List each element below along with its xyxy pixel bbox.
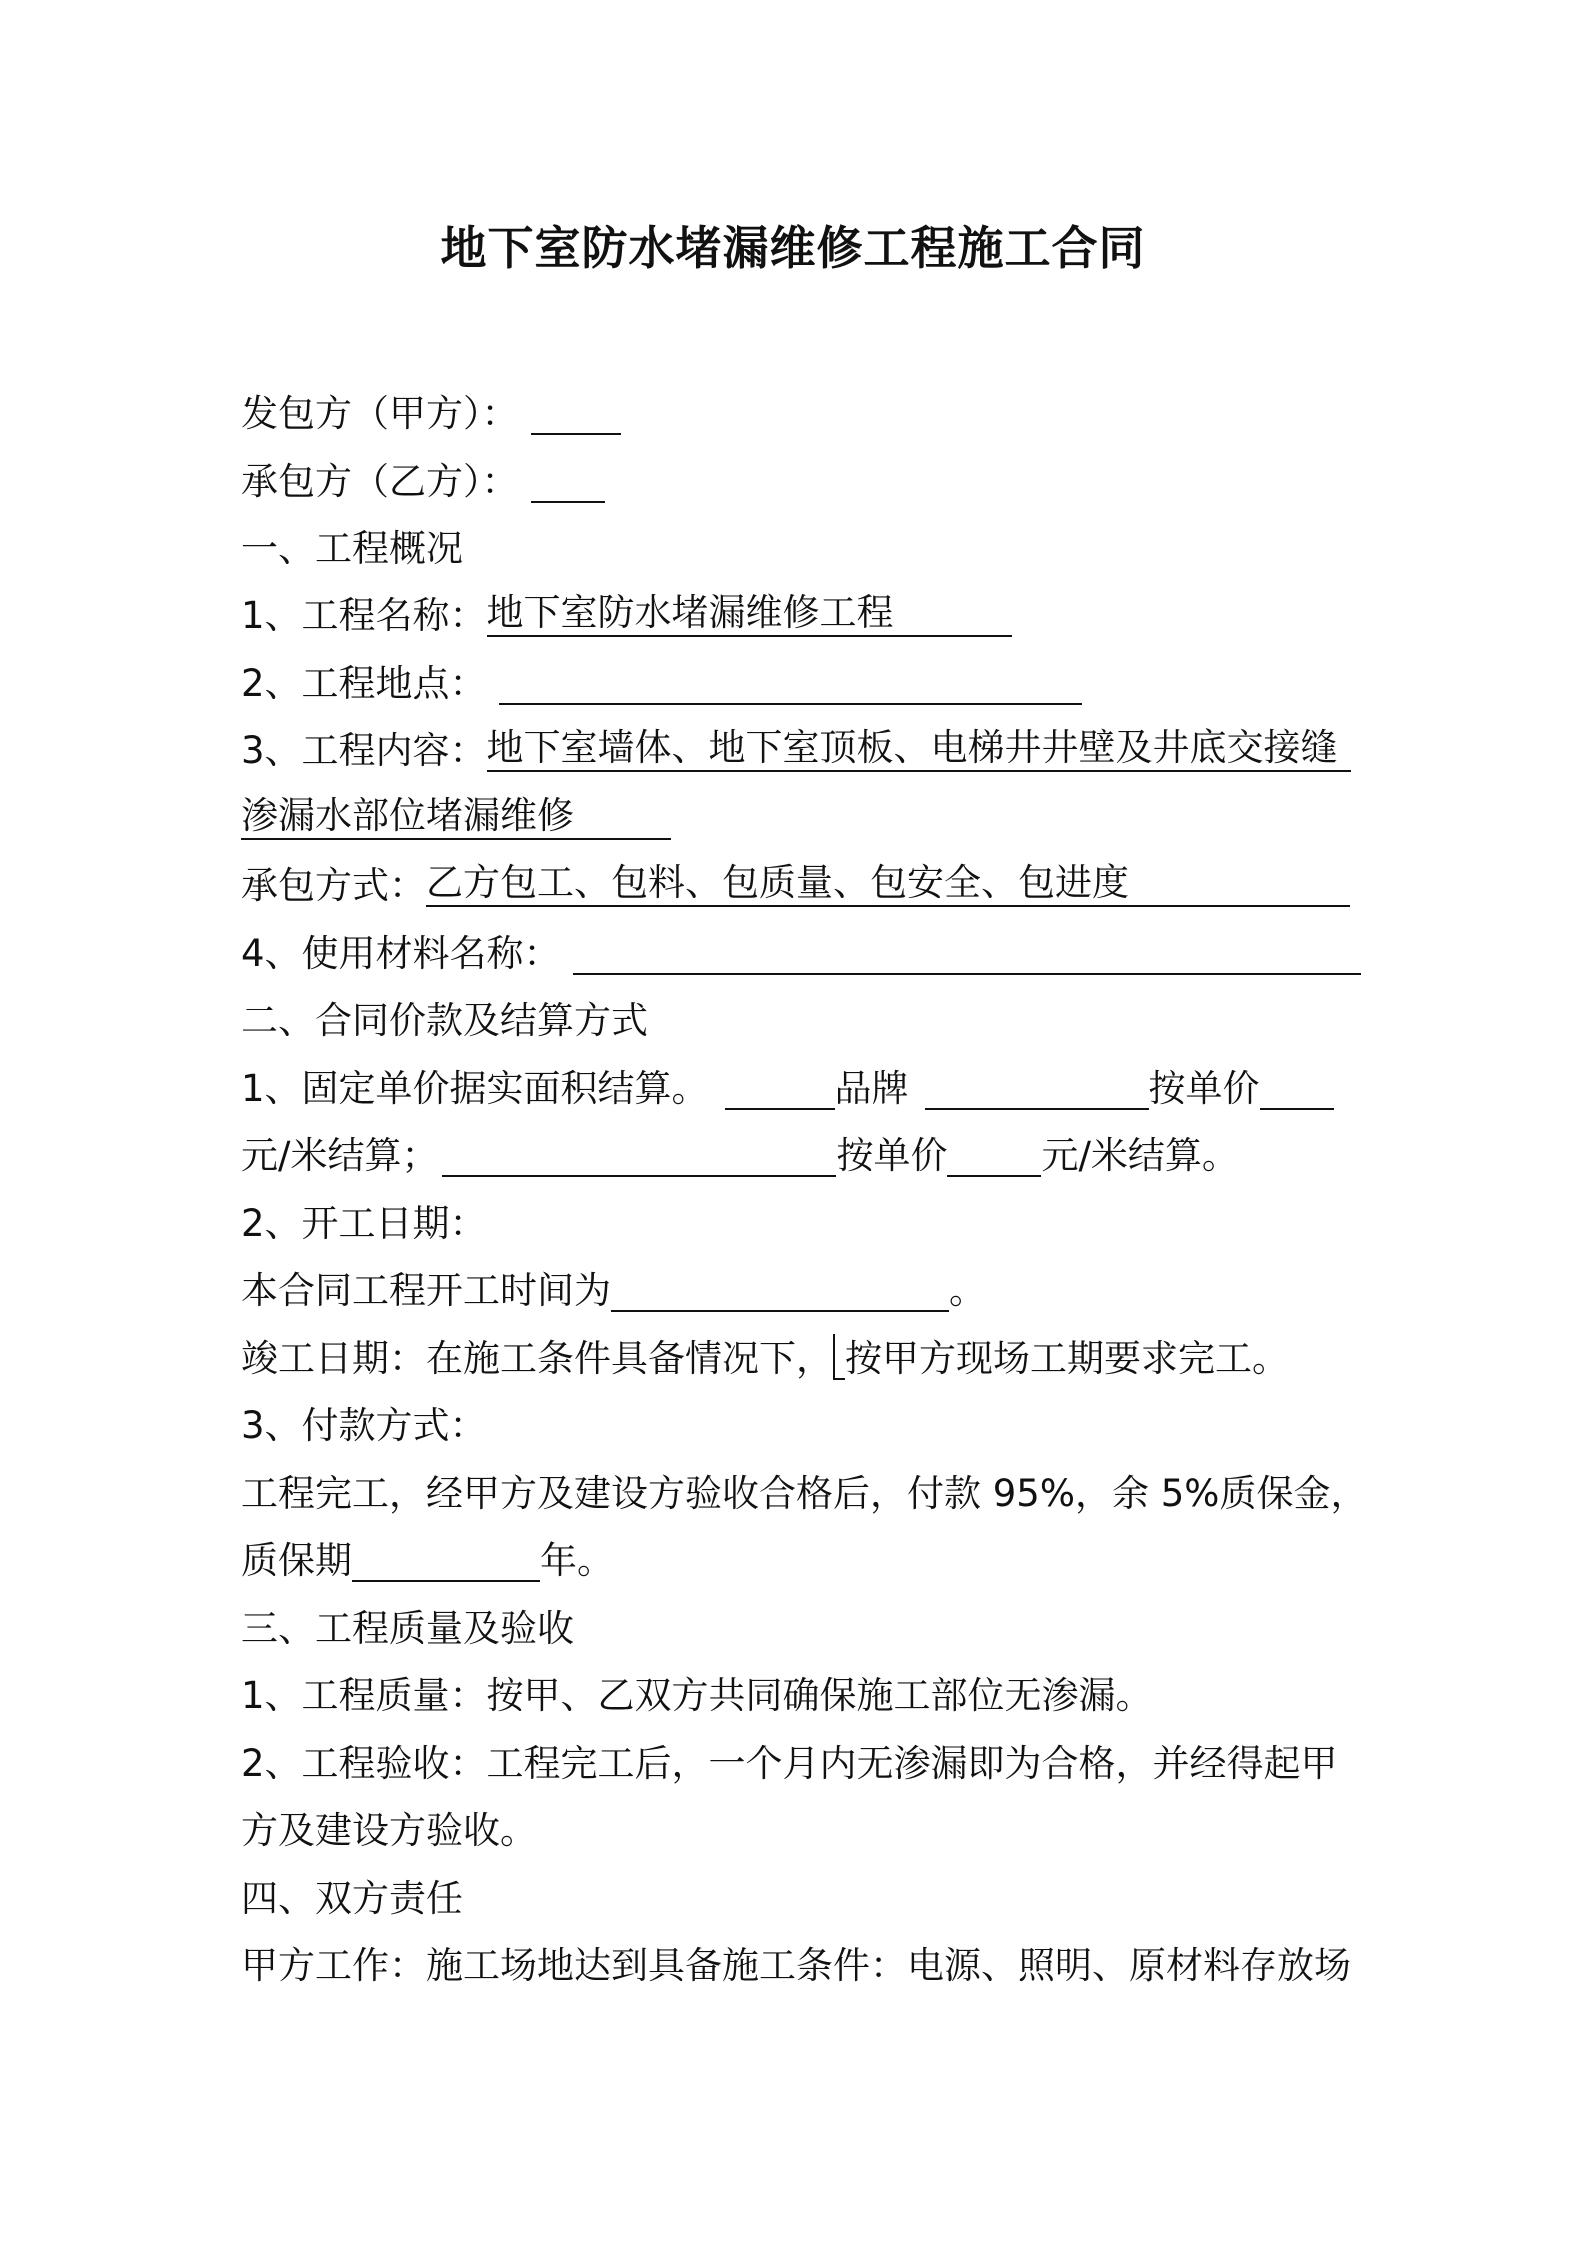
start-date-end: 。	[949, 1269, 986, 1312]
section2-heading: 二、合同价款及结算方式	[241, 999, 648, 1042]
project-content-line	[241, 726, 1351, 776]
contract-mode-label: 承包方式：	[241, 864, 426, 907]
project-content-label: 3、工程内容：	[241, 729, 487, 772]
price-brand-label: 品牌	[834, 1067, 909, 1110]
party-a-blank	[531, 389, 621, 435]
section4-heading: 四、双方责任	[241, 1877, 463, 1920]
price-blank-2	[442, 1131, 836, 1177]
payment-label: 3、付款方式：	[241, 1404, 487, 1447]
contract-mode-line	[241, 861, 1350, 911]
project-name-label: 1、工程名称：	[241, 594, 487, 637]
price-unit-label-1: 按单价	[1148, 1067, 1260, 1110]
price-line2-start: 元/米结算；	[241, 1134, 439, 1177]
warranty-line	[241, 1536, 614, 1586]
start-date-text: 本合同工程开工时间为	[241, 1269, 611, 1312]
start-date-line	[241, 1266, 986, 1316]
price-brand-blank	[925, 1064, 1149, 1110]
party-a-work: 甲方工作：施工场地达到具备施工条件：电源、照明、原材料存放场	[241, 1944, 1351, 1987]
price-unit-blank-1	[1260, 1064, 1334, 1110]
completion-label: 竣工日期：在施工条件具备情况下，	[241, 1337, 833, 1380]
warranty-suffix: 年。	[540, 1539, 614, 1582]
acceptance-line-1: 2、工程验收：工程完工后，一个月内无渗漏即为合格，并经得起甲	[241, 1742, 1338, 1785]
start-date-blank	[611, 1266, 949, 1312]
warranty-prefix: 质保期	[241, 1539, 352, 1582]
quality-text: 1、工程质量：按甲、乙双方共同确保施工部位无渗漏。	[241, 1674, 1153, 1717]
project-content-value-1: 地下室墙体、地下室顶板、电梯井井壁及井底交接缝	[487, 726, 1351, 772]
project-content-line2	[241, 794, 671, 844]
warranty-blank	[352, 1536, 540, 1582]
section1-heading: 一、工程概况	[241, 527, 463, 570]
completion-value: 按甲方现场工期要求完工。	[845, 1337, 1289, 1380]
party-b-line	[241, 457, 605, 507]
contract-mode-value: 乙方包工、包料、包质量、包安全、包进度	[426, 861, 1350, 907]
acceptance-line-2: 方及建设方验收。	[241, 1809, 537, 1852]
materials-line	[241, 929, 1361, 979]
project-location-blank	[499, 659, 1082, 705]
party-a-line	[241, 389, 621, 439]
document-title: 地下室防水堵漏维修工程施工合同	[440, 221, 1146, 275]
project-name-line	[241, 591, 1012, 641]
materials-label: 4、使用材料名称：	[241, 932, 561, 975]
party-b-blank	[531, 457, 605, 503]
price-line2-end: 元/米结算。	[1041, 1134, 1239, 1177]
payment-text: 工程完工，经甲方及建设方验收合格后，付款 95%，余 5%质保金，	[241, 1472, 1368, 1515]
party-b-label: 承包方（乙方）：	[241, 460, 519, 503]
price-unit-blank-2	[947, 1131, 1041, 1177]
price-method: 1、固定单价据实面积结算。	[241, 1067, 709, 1110]
materials-blank	[573, 929, 1361, 975]
price-blank-1	[725, 1064, 835, 1110]
project-location-label: 2、工程地点：	[241, 662, 487, 705]
start-date-label: 2、开工日期：	[241, 1202, 487, 1245]
project-name-value: 地下室防水堵漏维修工程	[487, 591, 1012, 637]
price-line-1	[241, 1064, 1334, 1114]
project-content-value-2: 渗漏水部位堵漏维修	[241, 794, 671, 840]
price-unit-label-2: 按单价	[836, 1134, 948, 1177]
section3-heading: 三、工程质量及验收	[241, 1607, 574, 1650]
project-location-line	[241, 659, 1082, 709]
completion-date-line	[241, 1334, 1289, 1384]
party-a-label: 发包方（甲方）：	[241, 392, 519, 435]
price-line-2	[241, 1131, 1239, 1181]
completion-marker	[833, 1334, 845, 1380]
